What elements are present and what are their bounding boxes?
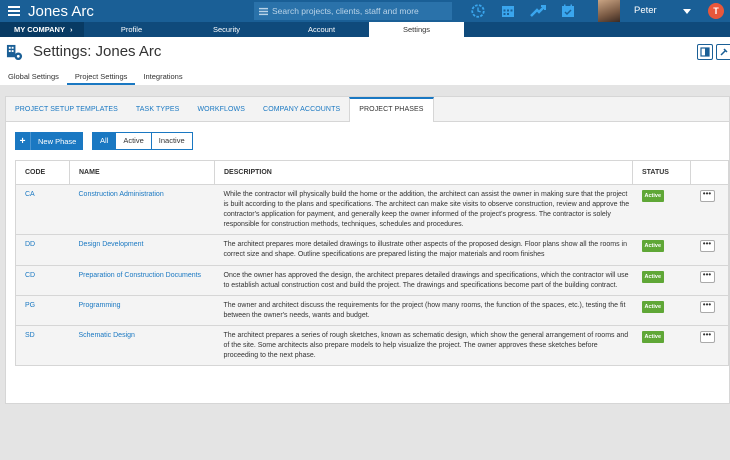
tab-project-phases[interactable]: PROJECT PHASES [349,97,433,122]
phase-status [633,235,691,265]
phase-status [633,265,691,295]
table-row [16,185,729,235]
tab-project-setup-templates[interactable]: PROJECT SETUP TEMPLATES [15,106,118,113]
phase-code-link[interactable]: PG [25,301,36,309]
more-actions-button[interactable]: ••• [700,301,715,313]
phase-status [633,325,691,365]
more-actions-button[interactable]: ••• [700,271,715,283]
subnav-global-settings[interactable]: Global Settings [8,72,59,81]
table-row [16,265,729,295]
phase-description: While the contractor will physically build the home or the addition, the architect can assist the owner in making sure that the project is built according to the plans and specifications. The architect can make site visits to observe construction, review and approve the contractor's application for payment, and generally keep the owner informed of the project's progress. The contractor is solely responsible for construction methods, techniques, schedules and procedures. [215,185,633,235]
phase-code-link[interactable]: DD [25,241,36,249]
expense-icon[interactable] [530,3,546,19]
nav-company[interactable] [0,22,84,37]
filter-all[interactable]: All [92,132,116,150]
search-input[interactable] [272,6,442,16]
phase-actions [691,325,729,365]
avatar[interactable] [598,0,620,22]
col-code[interactable]: CODE [16,161,70,185]
phase-description: Once the owner has approved the design, the architect prepares detailed drawings and specifications, which the contractor will use to establish actual construction cost and build the project. The drawings and specifications become part of the building contract. [215,265,633,295]
tab-workflows[interactable]: WORKFLOWS [197,106,246,113]
tab-task-types[interactable]: TASK TYPES [135,106,180,113]
phase-name-link[interactable]: Programming [78,301,121,309]
col-description[interactable]: DESCRIPTION [215,161,633,185]
phase-name-link[interactable]: Construction Administration [78,191,164,198]
status-badge: Active [642,331,665,343]
phase-description: The owner and architect discuss the requirements for the project (how many rooms, the function of the spaces, etc.), testing the fit between the owner's needs, wants and budget. [215,295,633,325]
subnav-project-settings[interactable]: Project Settings [67,70,136,85]
pin-button[interactable] [716,44,730,60]
more-actions-button[interactable]: ••• [700,190,715,202]
table-row [16,235,729,265]
nav-bar [0,22,730,37]
phase-code-link[interactable]: CA [25,191,35,198]
timer-icon[interactable] [470,3,486,19]
page-title: Settings: Jones Arc [33,43,162,60]
subnav-integrations[interactable]: Integrations [143,72,183,81]
phase-name-link[interactable]: Preparation of Construction Documents [78,271,202,279]
phases-table [15,160,729,366]
inner-tab-bar [6,97,729,122]
new-phase-button[interactable] [15,132,83,150]
tab-account[interactable]: Account [307,25,336,34]
user-name[interactable]: Peter [634,5,657,16]
table-row [16,295,729,325]
panel-toggle-button[interactable] [697,44,713,60]
table-header-row [16,161,729,185]
app-title: Jones Arc [28,2,94,20]
tab-company-accounts[interactable]: COMPANY ACCOUNTS [263,106,341,113]
phase-actions [691,185,729,235]
status-badge: Active [642,190,665,202]
phase-code[interactable] [16,235,70,265]
phase-name-link[interactable]: Design Development [78,241,144,249]
more-actions-button[interactable]: ••• [700,240,715,252]
new-phase-label: New Phase [38,136,77,146]
more-actions-button[interactable]: ••• [700,331,715,343]
schedule-icon[interactable] [560,3,576,19]
phase-code[interactable] [16,185,70,235]
top-bar [0,0,730,22]
panel-icon [700,47,710,57]
status-filter [93,132,193,150]
phase-code-link[interactable]: CD [25,271,36,279]
phase-name[interactable] [70,295,215,325]
chevron-right-icon: › [69,25,73,34]
tab-security[interactable]: Security [212,25,241,34]
status-badge: Active [642,240,665,252]
phase-status [633,185,691,235]
filter-inactive[interactable]: Inactive [151,132,193,150]
page-header [0,37,730,85]
col-name[interactable]: NAME [70,161,215,185]
settings-subnav [0,70,191,85]
status-badge: Active [642,301,665,313]
phase-code[interactable] [16,325,70,365]
col-actions [691,161,729,185]
phase-code-link[interactable]: SD [25,331,35,339]
calendar-icon[interactable] [500,3,516,19]
menu-icon[interactable] [4,0,24,22]
phase-status [633,295,691,325]
global-search[interactable] [254,2,452,20]
tab-settings[interactable]: Settings [369,22,464,37]
phase-code[interactable] [16,265,70,295]
table-row [16,325,729,365]
phase-description: The architect prepares more detailed drawings to illustrate other aspects of the proposed design. Floor plans show all the rooms in correct size and shape. Outline specifications are prepared listing the major materials and room finishes [215,235,633,265]
status-badge: Active [642,271,665,283]
phase-actions [691,235,729,265]
project-settings-card [5,96,730,404]
filter-active[interactable]: Active [115,132,151,150]
phase-name[interactable] [70,235,215,265]
phase-description: The architect prepares a series of rough sketches, known as schematic design, which show the general arrangement of rooms and of the site. Some architects also prepare models to help visualize the project. The owner approves these sketches before proceeding to the next phase. [215,325,633,365]
nav-company-label: MY COMPANY [14,25,65,34]
phase-actions [691,295,729,325]
search-icon [259,7,268,16]
brand-badge[interactable]: T [708,3,724,19]
plus-icon: + [15,132,31,150]
phase-code[interactable] [16,295,70,325]
tab-profile[interactable]: Profile [120,25,143,34]
company-settings-icon [6,44,23,61]
phase-name[interactable] [70,185,215,235]
phase-name-link[interactable]: Schematic Design [78,331,135,339]
pin-icon [719,47,729,57]
phase-name[interactable] [70,325,215,365]
col-status[interactable]: STATUS [633,161,691,185]
chevron-down-icon[interactable] [683,9,691,14]
phase-actions [691,265,729,295]
phase-name[interactable] [70,265,215,295]
